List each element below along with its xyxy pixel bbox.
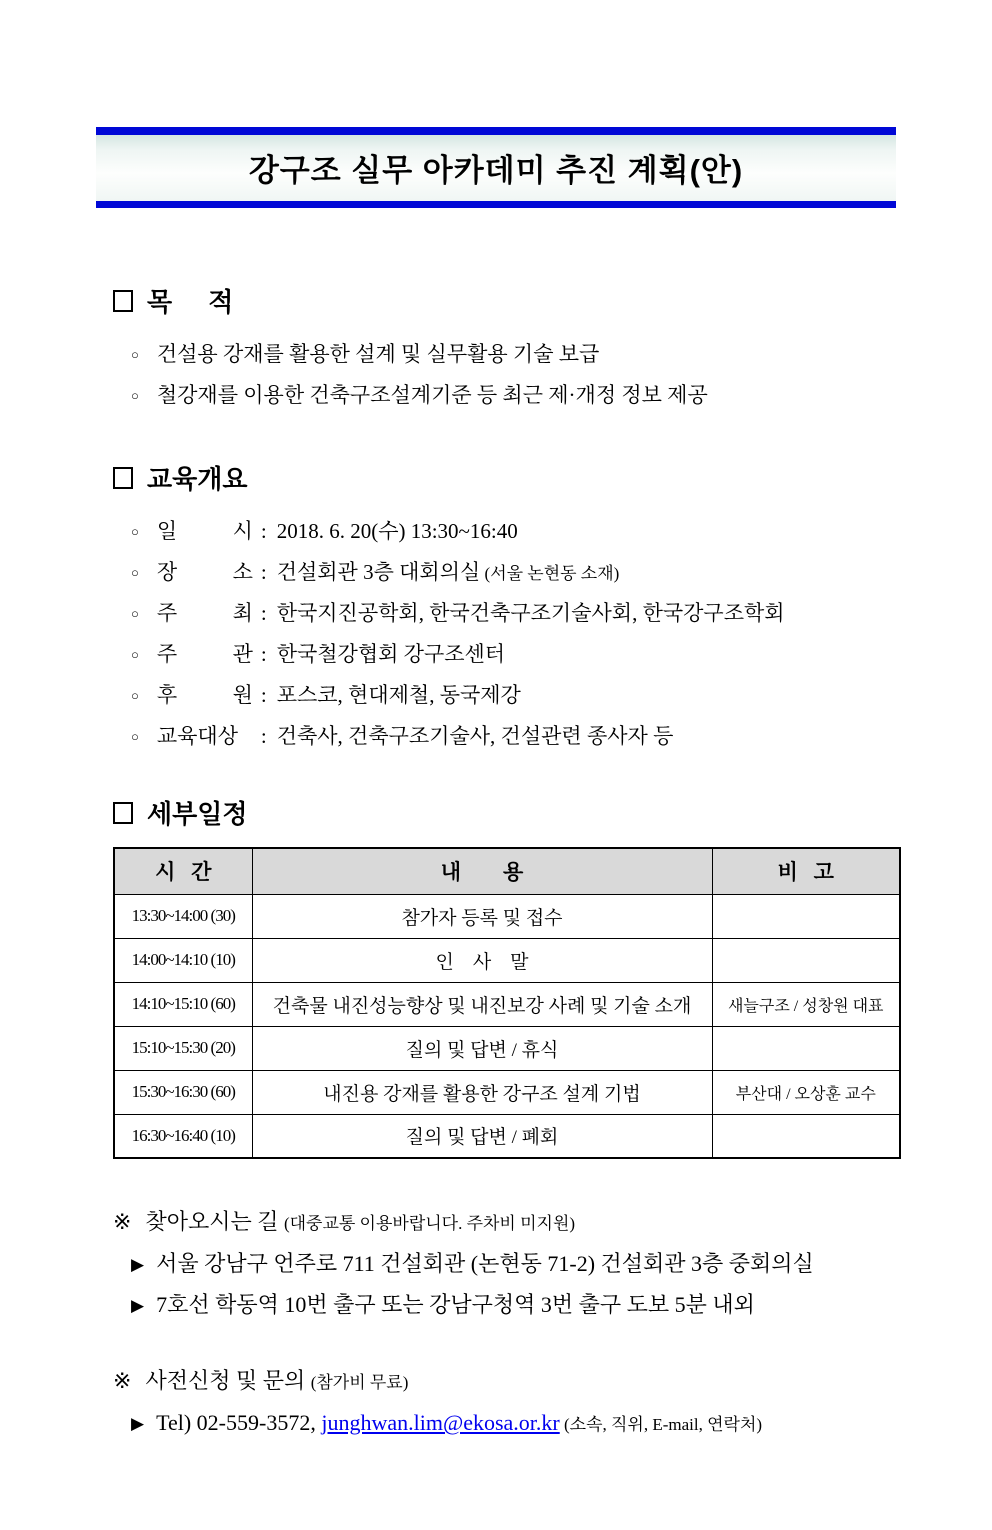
section-heading-overview bbox=[113, 459, 902, 496]
list-item bbox=[113, 335, 902, 376]
overview-item-value: 포스코, 현대제철, 동국제강 bbox=[276, 683, 521, 707]
cell-remark bbox=[712, 1026, 900, 1070]
list-item bbox=[113, 376, 902, 417]
column-header-remark: 비 고 bbox=[712, 848, 900, 894]
overview-item-label: 일 시 bbox=[156, 519, 253, 543]
email-link[interactable]: junghwan.lim@ekosa.or.kr bbox=[321, 1410, 560, 1435]
list-item bbox=[131, 1244, 902, 1285]
overview-item-note: (서울 논현동 소재) bbox=[484, 564, 620, 583]
document-page bbox=[0, 127, 992, 1530]
colon-separator: : bbox=[260, 560, 267, 584]
schedule-heading-label: 세부일정 bbox=[147, 799, 248, 829]
cell-remark: 새늘구조 / 성창원 대표 bbox=[712, 982, 900, 1026]
contact-tel-line bbox=[131, 1403, 902, 1444]
overview-item-value: 2018. 6. 20(수) 13:30~16:40 bbox=[276, 519, 518, 543]
overview-item-value: 한국지진공학회, 한국건축구조기술사회, 한국강구조학회 bbox=[276, 601, 785, 625]
cell-content: 내진용 강재를 활용한 강구조 설계 기법 bbox=[252, 1070, 712, 1114]
list-item bbox=[113, 594, 902, 635]
title-banner bbox=[96, 127, 896, 208]
square-bullet-icon bbox=[113, 290, 133, 312]
circle-bullet-icon: ○ bbox=[131, 565, 139, 580]
table-row bbox=[114, 938, 900, 982]
cell-content: 질의 및 답변 / 폐회 bbox=[252, 1114, 712, 1158]
table-row bbox=[114, 982, 900, 1026]
directions-heading bbox=[113, 1205, 902, 1236]
cell-time: 15:30~16:30 (60) bbox=[114, 1070, 252, 1114]
overview-item-label: 후 원 bbox=[156, 683, 253, 707]
purpose-heading-label: 목 적 bbox=[147, 287, 234, 317]
contact-note: (참가비 무료) bbox=[310, 1373, 409, 1392]
column-header-time: 시 간 bbox=[114, 848, 252, 894]
table-row bbox=[114, 1026, 900, 1070]
circle-bullet-icon: ○ bbox=[131, 606, 139, 621]
column-header-content: 내 용 bbox=[252, 848, 712, 894]
directions-item-text: 7호선 학동역 10번 출구 또는 강남구청역 3번 출구 도보 5분 내외 bbox=[156, 1292, 755, 1317]
list-item bbox=[113, 553, 902, 594]
cell-content: 참가자 등록 및 접수 bbox=[252, 894, 712, 938]
circle-bullet-icon: ○ bbox=[131, 647, 139, 662]
arrow-bullet-icon: ▶ bbox=[131, 1255, 145, 1274]
cell-content: 건축물 내진성능향상 및 내진보강 사례 및 기술 소개 bbox=[252, 982, 712, 1026]
square-bullet-icon bbox=[113, 467, 133, 489]
document-body bbox=[0, 282, 992, 1444]
overview-item-value: 건설회관 3층 대회의실 bbox=[276, 560, 481, 584]
circle-bullet-icon: ○ bbox=[131, 524, 139, 539]
cell-remark: 부산대 / 오상훈 교수 bbox=[712, 1070, 900, 1114]
directions-heading-label: 찾아오시는 길 bbox=[145, 1209, 284, 1234]
overview-item-label: 주 최 bbox=[156, 601, 253, 625]
purpose-item-text: 철강재를 이용한 건축구조설계기준 등 최근 제·개정 정보 제공 bbox=[156, 383, 708, 407]
schedule-table bbox=[113, 847, 901, 1159]
colon-separator: : bbox=[260, 683, 267, 707]
arrow-bullet-icon: ▶ bbox=[131, 1414, 145, 1433]
colon-separator: : bbox=[260, 601, 267, 625]
overview-item-value: 한국철강협회 강구조센터 bbox=[276, 642, 506, 666]
contact-heading-label: 사전신청 및 문의 bbox=[145, 1368, 311, 1393]
colon-separator: : bbox=[260, 724, 267, 748]
list-item bbox=[131, 1285, 902, 1326]
purpose-list bbox=[113, 335, 902, 417]
telephone-number: Tel) 02-559-3572, bbox=[156, 1410, 322, 1435]
circle-bullet-icon: ○ bbox=[131, 688, 139, 703]
cell-time: 16:30~16:40 (10) bbox=[114, 1114, 252, 1158]
table-row bbox=[114, 894, 900, 938]
list-item bbox=[113, 635, 902, 676]
section-heading-purpose bbox=[113, 282, 902, 319]
overview-heading-label: 교육개요 bbox=[147, 464, 248, 494]
contact-heading bbox=[113, 1364, 902, 1395]
arrow-bullet-icon: ▶ bbox=[131, 1296, 145, 1315]
table-row bbox=[114, 1070, 900, 1114]
circle-bullet-icon: ○ bbox=[131, 388, 139, 403]
table-row bbox=[114, 1114, 900, 1158]
circle-bullet-icon: ○ bbox=[131, 347, 139, 362]
page-title: 강구조 실무 아카데미 추진 계획(안) bbox=[248, 153, 744, 188]
cell-time: 14:10~15:10 (60) bbox=[114, 982, 252, 1026]
directions-item-text: 서울 강남구 언주로 711 건설회관 (논현동 71-2) 건설회관 3층 중회의실 bbox=[156, 1251, 814, 1276]
list-item bbox=[113, 717, 902, 758]
contact-section bbox=[113, 1364, 902, 1444]
cell-remark bbox=[712, 894, 900, 938]
cell-remark bbox=[712, 938, 900, 982]
square-bullet-icon bbox=[113, 802, 133, 824]
overview-item-value: 건축사, 건축구조기술사, 건설관련 종사자 등 bbox=[276, 724, 674, 748]
cell-time: 14:00~14:10 (10) bbox=[114, 938, 252, 982]
colon-separator: : bbox=[260, 642, 267, 666]
contact-fields-note: (소속, 직위, E-mail, 연락처) bbox=[559, 1415, 763, 1434]
overview-item-label: 장 소 bbox=[156, 560, 253, 584]
reference-mark-icon: ※ bbox=[113, 1209, 132, 1234]
overview-list bbox=[113, 512, 902, 758]
reference-mark-icon: ※ bbox=[113, 1368, 132, 1393]
cell-remark bbox=[712, 1114, 900, 1158]
section-heading-schedule bbox=[113, 794, 902, 831]
directions-section bbox=[113, 1205, 902, 1326]
purpose-item-text: 건설용 강재를 활용한 설계 및 실무활용 기술 보급 bbox=[156, 342, 600, 366]
circle-bullet-icon: ○ bbox=[131, 729, 139, 744]
cell-content: 질의 및 답변 / 휴식 bbox=[252, 1026, 712, 1070]
directions-note: (대중교통 이용바랍니다. 주차비 미지원) bbox=[283, 1214, 576, 1233]
colon-separator: : bbox=[260, 519, 267, 543]
cell-time: 15:10~15:30 (20) bbox=[114, 1026, 252, 1070]
cell-content: 인 사 말 bbox=[252, 938, 712, 982]
list-item bbox=[113, 676, 902, 717]
list-item bbox=[113, 512, 902, 553]
overview-item-label: 교육대상 bbox=[156, 724, 239, 748]
cell-time: 13:30~14:00 (30) bbox=[114, 894, 252, 938]
table-header-row bbox=[114, 848, 900, 894]
overview-item-label: 주 관 bbox=[156, 642, 253, 666]
